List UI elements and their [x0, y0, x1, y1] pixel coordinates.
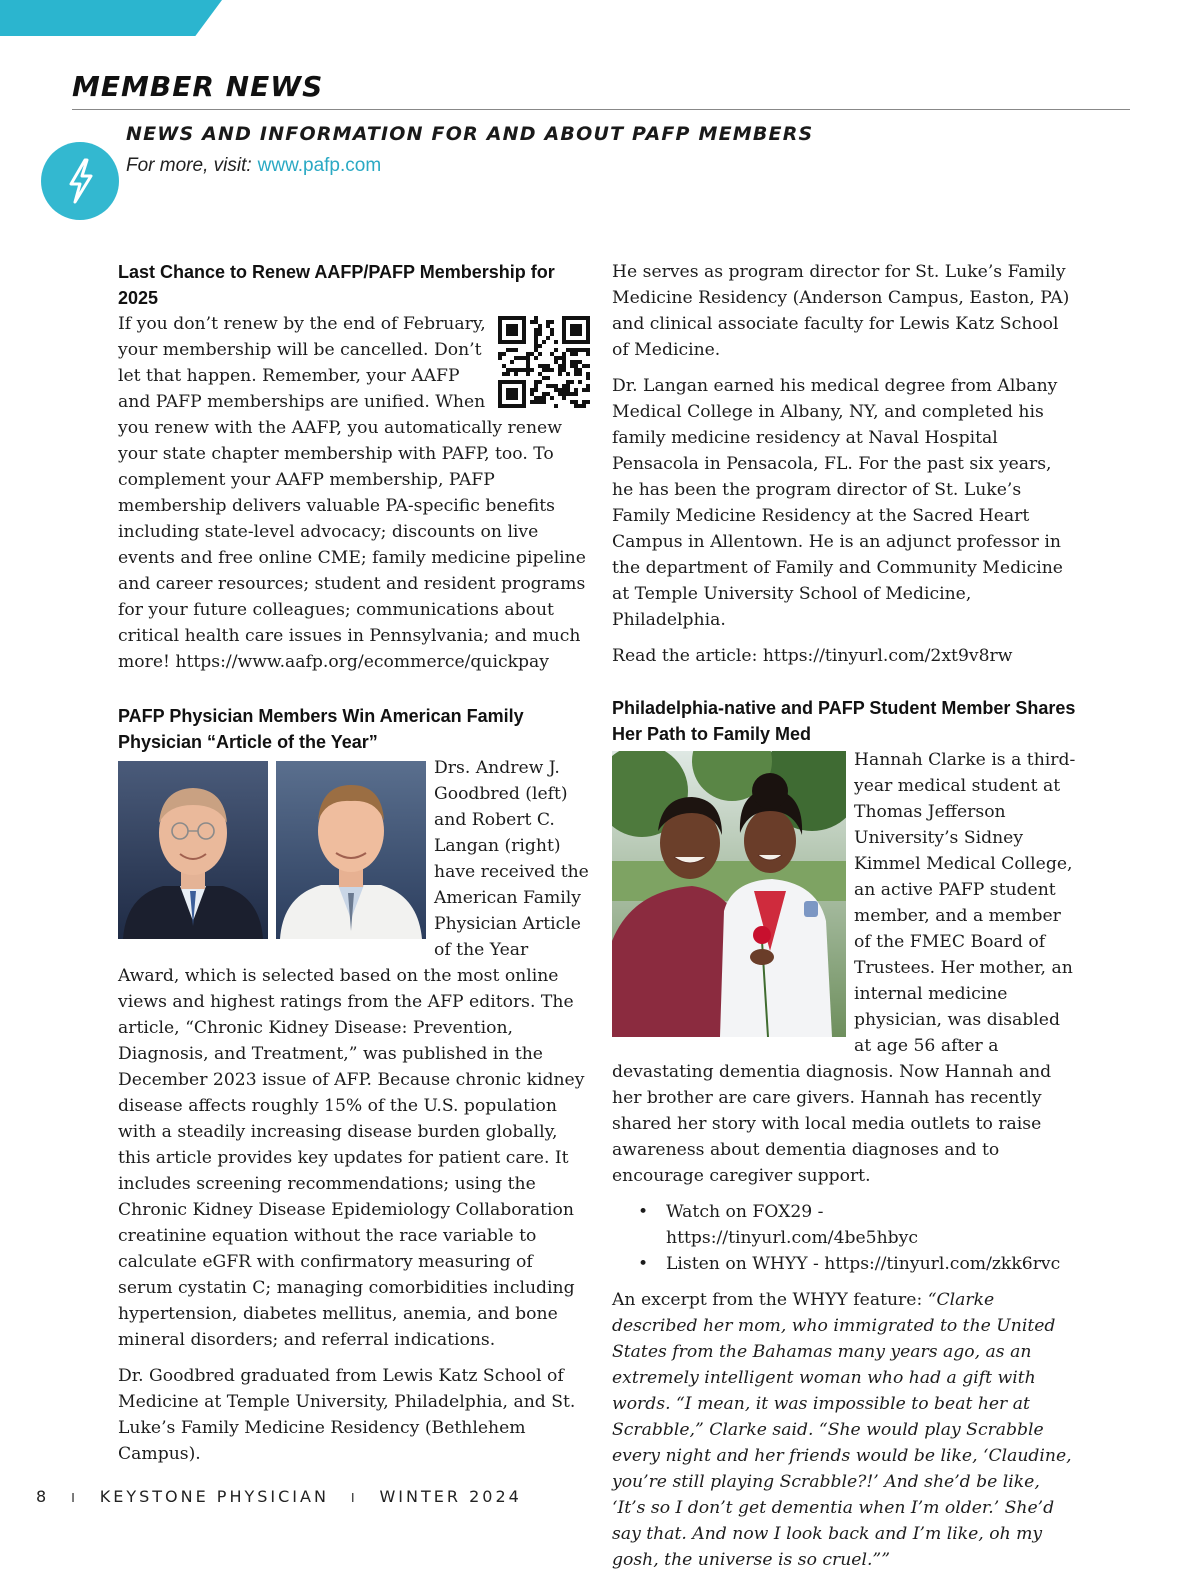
article-body-langan: Dr. Langan earned his medical degree from Albany Medical College in Albany, NY, and completed his family medicine residency at Naval Hospital Pensacola in Pensacola, FL. For the past six years, he has been the program director of St. Luke’s Family Medicine Residency at the Sacred Heart Campus in Allentown. He is an adjunct professor in the department of Family and Community Medicine at Temple University School of Medicine, Philadelphia. [612, 376, 1063, 630]
article-body-goodbred: Dr. Goodbred graduated from Lewis Katz School of Medicine at Temple University, Philadelphia, and St. Luke’s Family Medicine Residency (Bethlehem Campus). [118, 1366, 576, 1464]
excerpt-quote: “Clarke described her mom, who immigrated to the United States from the Bahamas many years ago, as an extremely intelligent woman who had a gift with words. “I mean, it was impossible to beat her at Scrabble,” Clarke said. “She would play Scrabble every night and her friends would be like, ‘Claudine, you’re still playing Scrabble?!’ And she’d be like, ‘It’s so I don’t get dementia when I’m older.’ She’d say that. And now I look back and I’m like, oh my gosh, the universe is so cruel.”” [612, 1290, 1072, 1570]
media-link-whyy[interactable]: • Listen on WHYY - https://tinyurl.com/zkk6rvc [638, 1251, 1078, 1277]
left-column [118, 259, 590, 1477]
article-excerpt [612, 1287, 1078, 1573]
article-body-renew: If you don’t renew by the end of February, your membership will be cancelled. Don’t let that happen. Remember, your AAFP and PAFP memberships are unified. When you renew with the AAFP, you automatically renew your state chapter membership with PAFP, too. To complement your AAFP membership, PAFP membership delivers valuable PA-specific benefits including state-level advocacy; discounts on live events and free online CME; family medicine pipeline and career resources; student and resident programs for your future colleagues; communications about critical health care issues in Pennsylvania; and much more! https://www.aafp.org/ecommerce/quickpay [118, 314, 586, 672]
article-heading-renew: Last Chance to Renew AAFP/PAFP Membership for 2025 [118, 262, 555, 308]
footer-separator: I [71, 1491, 78, 1505]
excerpt-intro: An excerpt from the WHYY feature: [612, 1290, 928, 1310]
media-link-fox29[interactable]: • Watch on FOX29 - https://tinyurl.com/4be5hbyc [638, 1199, 1078, 1251]
issue-name: WINTER 2024 [379, 1487, 522, 1506]
right-column [612, 259, 1078, 1583]
article-body-goodbred-cont: He serves as program director for St. Luke’s Family Medicine Residency (Anderson Campus, Easton, PA) and clinical associate faculty for Lewis Katz School of Medicine. [612, 262, 1070, 360]
goodbred-portrait [118, 761, 268, 939]
section-title: MEMBER NEWS [72, 70, 324, 103]
article-read-link[interactable]: Read the article: https://tinyurl.com/2xt9v8rw [612, 646, 1013, 666]
doctors-photos [118, 761, 426, 939]
article-body-award: Drs. Andrew J. Goodbred (left) and Robert C. Langan (right) have received the American Family Physician Article of the Year Award, which is selected based on the most online views and highest ratings from the AFP editors. The article, “Chronic Kidney Disease: Prevention, Diagnosis, and Treatment,” was published in the December 2023 issue of AFP. Because chronic kidney disease affects roughly 15% of the U.S. population with a steadily increasing disease burden globally, this article provides key updates for patient care. It includes screening recommendations; using the Chronic Kidney Disease Epidemiology Collaboration creatinine equation without the race variable to calculate eGFR with confirmatory measuring of serum cystatin C; managing comorbidities including hypertension, diabetes mellitus, anemia, and bone mineral disorders; and referral indications. [118, 758, 589, 1350]
publication-name: KEYSTONE PHYSICIAN [99, 1487, 329, 1506]
header-divider [72, 109, 1130, 110]
visit-link[interactable]: www.pafp.com [257, 155, 382, 176]
page-footer [36, 1487, 522, 1506]
section-subtitle: NEWS AND INFORMATION FOR AND ABOUT PAFP MEMBERS [126, 123, 814, 145]
footer-separator: I [350, 1491, 358, 1505]
article-heading-clarke: Philadelphia-native and PAFP Student Member Shares Her Path to Family Med [612, 698, 1076, 744]
page-number: 8 [36, 1487, 50, 1506]
article-heading-award: PAFP Physician Members Win American Family Physician “Article of the Year” [118, 706, 524, 752]
lightning-bolt-icon [41, 142, 119, 220]
langan-portrait [276, 761, 426, 939]
clarke-family-photo [612, 751, 846, 1037]
qr-code[interactable] [498, 316, 590, 408]
article-body-clarke: Hannah Clarke is a third-year medical student at Thomas Jefferson University’s Sidney Kimmel Medical College, an active PAFP student member, and a member of the FMEC Board of Trustees. Her mother, an internal medicine physician, was disabled at age 56 after a devastating dementia diagnosis. Now Hannah and her brother are care givers. Hannah has recently shared her story with local media outlets to raise awareness about dementia diagnoses and to encourage caregiver support. [612, 750, 1076, 1186]
visit-label: For more, visit: [126, 155, 252, 176]
visit-line [126, 155, 381, 177]
media-links-list [612, 1199, 1078, 1277]
header-accent-tab [0, 0, 222, 36]
